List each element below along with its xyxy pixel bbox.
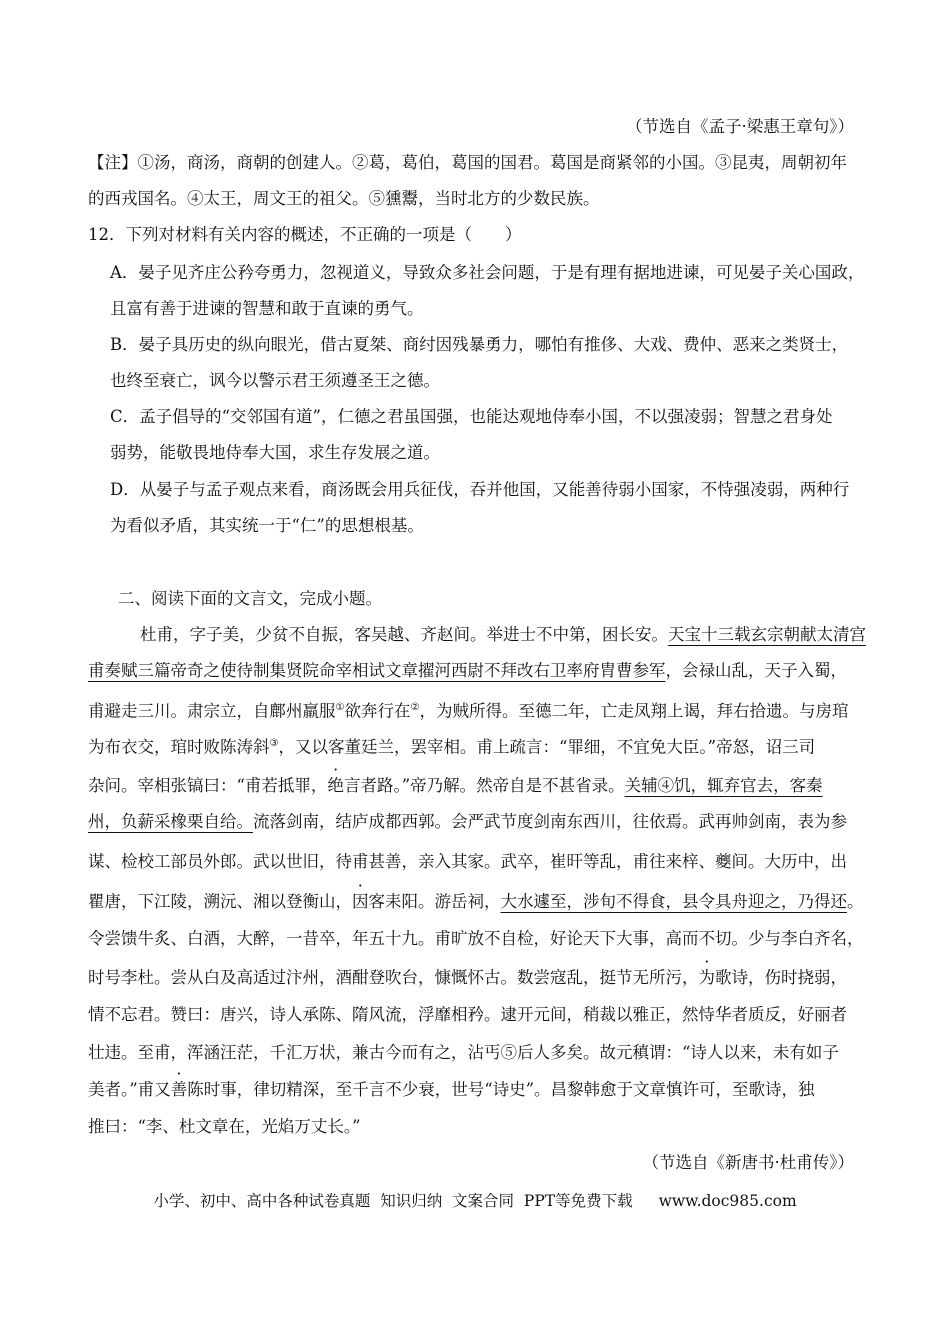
footer-text: 小学、初中、高中各种试卷真题 知识归纳 文案合同 PPT等免费下载	[153, 1192, 633, 1210]
option-b-line-1: B．晏子具历史的纵向眼光，借古夏桀、商纣因残暴勇力，哪怕有推侈、大戏、费仲、恶来之类贤士，	[110, 335, 849, 354]
passage-line-10	[88, 966, 847, 990]
footnote-marker: ②	[410, 702, 420, 713]
passage-line-14: 推曰：“李、杜文章在，光焰万丈长。”	[88, 1117, 361, 1136]
passage-line-8	[88, 890, 864, 914]
footnote-marker: ①	[335, 702, 345, 713]
annotation-line-1: 【注】①汤，商汤，商朝的创建人。②葛，葛伯，葛国的国君。葛国是商紧邻的小国。③昆夷，周朝初年	[88, 153, 847, 172]
passage-text: 时号李杜。尝从白及高适过汴州，酒酣登吹台，慷慨怀古。数尝寇乱，挺节无所污，	[88, 968, 699, 987]
passage-text: 瞿唐，下江陵，溯沅、湘以登衡山，	[88, 892, 352, 911]
passage-text: 为布衣交，琯时败陈涛斜	[88, 737, 270, 757]
option-d-line-2: 为看似矛盾，其实统一于“仁”的思想根基。	[110, 516, 424, 535]
option-d-line-1: D．从晏子与孟子观点来看，商汤既会用兵征伐，吞并他国，又能善待弱小国家，不恃强凌弱，两种行	[110, 480, 850, 499]
emphasis-dotted-character: 善	[170, 1080, 188, 1099]
passage-text: 欲奔行在	[344, 701, 411, 721]
option-b-line-2: 也终至衰亡，讽今以警示君王须遵圣王之德。	[110, 371, 440, 390]
passage-text: ，为贼所得。至德二年，亡走凤翔上谒，拜右拾遗。与房琯	[419, 701, 849, 721]
underlined-sentence: 关辅④饥，辄弃官去，客秦	[624, 776, 823, 795]
source-citation-xintangshu: （节选自《新唐书·杜甫传》）	[642, 1153, 854, 1172]
page-footer	[0, 1189, 950, 1213]
footer-url: www.doc985.com	[658, 1192, 797, 1210]
emphasis-dotted-character: 因	[352, 892, 369, 911]
passage-text: ，会禄山乱，天子入蜀，	[665, 661, 847, 680]
passage-line-11: 情不忘君。赞曰：唐兴，诗人承陈、隋风流，浮靡相矜。逮开元间，稍裁以雅正，然恃华者质反，好丽者	[88, 1005, 847, 1024]
annotation-line-2: 的西戎国名。④太王，周文王的祖父。⑤獯鬻，当时北方的少数民族。	[88, 189, 600, 208]
passage-line-6	[88, 810, 847, 834]
passage-text: 杂问。宰相张镐曰：“甫若抵罪，	[88, 776, 328, 795]
source-citation-mencius: （节选自《孟子·梁惠王章句》）	[626, 117, 854, 136]
passage-text: 言者路。”帝乃解。然帝自是不甚省录。	[343, 776, 625, 795]
passage-text: 甫避走三川。肃宗立，自鄜州羸服	[88, 701, 336, 721]
option-a-line-2: 且富有善于进谏的智慧和敢于直谏的勇气。	[110, 299, 424, 318]
underlined-sentence: 甫奏赋三篇帝奇之使待制集贤院命宰相试文章擢河西尉不拜改右卫率府胄曹参军	[88, 661, 666, 680]
question-12-stem: 12．下列对材料有关内容的概述，不正确的一项是（ ）	[88, 225, 522, 244]
section-2-heading: 二、阅读下面的文言文，完成小题。	[118, 589, 382, 608]
passage-text: 美者。”甫又	[88, 1080, 171, 1099]
option-c-line-1: C．孟子倡导的“交邻国有道”，仁德之君虽国强，也能达观地侍奉小国，不以强凌弱；智慧之君身处	[110, 407, 833, 426]
passage-text: ，又以客董廷兰，罢宰相。甫上疏言：“罪细，不宜免大臣。”帝怒，诏三司	[278, 737, 816, 757]
emphasis-dotted-character: 为	[698, 968, 715, 987]
option-a-line-1: A．晏子见齐庄公矜夸勇力，忽视道义，导致众多社会问题，于是有理有据地进谏，可见晏子关心国政，	[110, 263, 865, 282]
passage-text: 流落剑南，结庐成都西郭。会严武节度剑南东西川，往依焉。武再帅剑南，表为参	[253, 812, 847, 831]
passage-line-7: 谋、检校工部员外郎。武以世旧，待甫甚善，亲入其家。武卒，崔旰等乱，甫往来梓、夔间。大历中，出	[88, 852, 847, 871]
passage-text: 杜甫，字子美，少贫不自振，客吴越、齐赵间。举进士不中第，困长安。	[140, 625, 668, 644]
passage-line-2	[88, 659, 847, 683]
option-c-line-2: 弱势，能敬畏地侍奉大国，求生存发展之道。	[110, 443, 440, 462]
underlined-sentence: 州，负薪采橡栗自给。	[88, 812, 253, 831]
passage-line-1	[140, 623, 866, 647]
underlined-sentence: 天宝十三载玄宗朝献太清宫	[668, 625, 866, 644]
underlined-sentence: 大水遽至，涉旬不得食，县令具舟迎之，乃得还	[500, 892, 847, 911]
passage-text: 歌诗，伤时挠弱，	[715, 968, 847, 987]
footnote-marker: ③	[269, 738, 279, 749]
passage-text: 。	[847, 892, 864, 911]
passage-line-12: 壮违。至甫，浑涵汪茫，千汇万状，兼古今而有之，沾丐⑤后人多矣。故元稹谓：“诗人以来，未有如子	[88, 1043, 839, 1062]
passage-line-9: 令尝馈牛炙、白酒，大醉，一昔卒，年五十九。甫旷放不自检，好论天下大事，高而不切。少与李白齐名，	[88, 929, 864, 948]
passage-line-4	[88, 732, 815, 760]
passage-text: 客耒阳。游岳祠，	[368, 892, 501, 911]
passage-line-5	[88, 774, 823, 798]
passage-line-3	[88, 696, 848, 724]
passage-line-13	[88, 1078, 815, 1102]
passage-text: 陈时事，律切精深，至千言不少衰，世号“诗史”。昌黎韩愈于文章慎许可，至歌诗，独	[187, 1080, 815, 1099]
emphasis-dotted-character: 绝	[327, 776, 344, 795]
